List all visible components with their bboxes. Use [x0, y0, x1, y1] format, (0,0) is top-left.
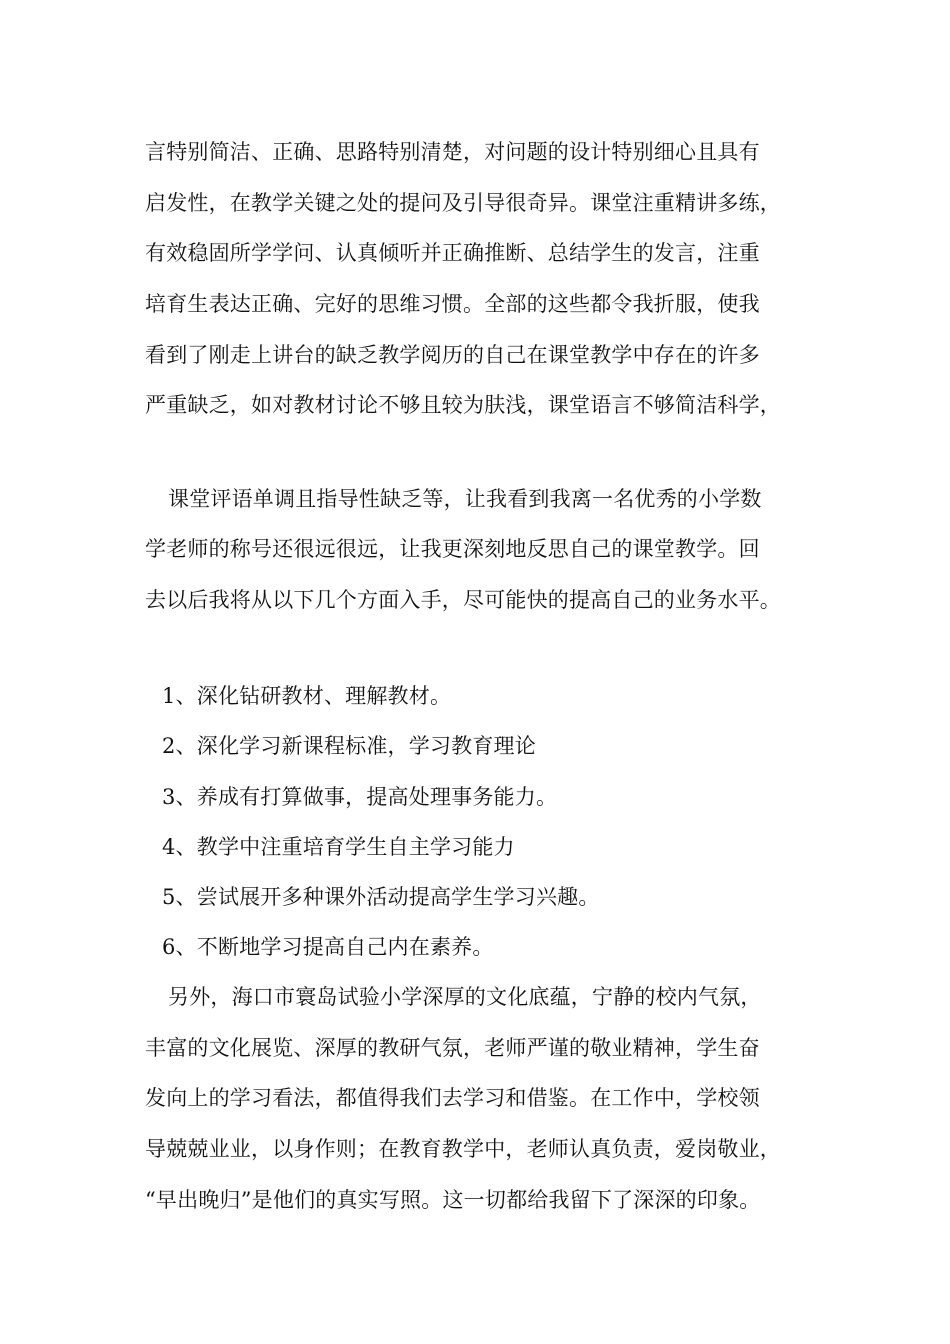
- paragraph-1-line-5: 看到了刚走上讲台的缺乏教学阅历的自己在课堂教学中存在的许多: [145, 343, 760, 367]
- list-item-5: 5、尝试展开多种课外活动提高学生学习兴趣。: [162, 885, 600, 909]
- list-item-4: 4、教学中注重培育学生自主学习能力: [162, 835, 515, 859]
- paragraph-1-line-1: 言特别简洁、正确、思路特别清楚，对问题的设计特别细心且具有: [145, 140, 760, 164]
- list-item-6: 6、不断地学习提高自己内在素养。: [162, 935, 494, 959]
- paragraph-3-line-1: 另外，海口市寰岛试验小学深厚的文化底蕴，宁静的校内气氛，: [168, 985, 762, 1009]
- paragraph-1-line-2: 启发性，在教学关键之处的提问及引导很奇异。课堂注重精讲多练，: [145, 191, 781, 215]
- list-item-3: 3、养成有打算做事，提高处理事务能力。: [162, 785, 558, 809]
- paragraph-1-line-6: 严重缺乏，如对教材讨论不够且较为肤浅，课堂语言不够简洁科学，: [145, 393, 781, 417]
- paragraph-1-line-4: 培育生表达正确、完好的思维习惯。全部的这些都令我折服，使我: [145, 292, 760, 316]
- paragraph-2-line-1: 课堂评语单调且指导性缺乏等，让我看到我离一名优秀的小学数: [168, 487, 762, 511]
- paragraph-3-line-2: 丰富的文化展览、深厚的教研气氛，老师严谨的敬业精神，学生奋: [145, 1036, 760, 1060]
- list-item-2: 2、深化学习新课程标准，学习教育理论: [162, 734, 536, 758]
- paragraph-2-line-2: 学老师的称号还很远很远，让我更深刻地反思自己的课堂教学。回: [145, 537, 760, 561]
- paragraph-3-line-4: 导兢兢业业，以身作则；在教育教学中，老师认真负责，爱岗敬业，: [145, 1137, 781, 1161]
- list-item-1: 1、深化钻研教材、理解教材。: [162, 684, 452, 708]
- paragraph-3-line-3: 发向上的学习看法，都值得我们去学习和借鉴。在工作中，学校领: [145, 1086, 760, 1110]
- paragraph-1-line-3: 有效稳固所学学问、认真倾听并正确推断、总结学生的发言，注重: [145, 241, 760, 265]
- paragraph-3-line-5: “早出晚归”是他们的真实写照。这一切都给我留下了深深的印象。: [145, 1188, 761, 1212]
- paragraph-2-line-3: 去以后我将从以下几个方面入手，尽可能快的提高自己的业务水平。: [145, 588, 781, 612]
